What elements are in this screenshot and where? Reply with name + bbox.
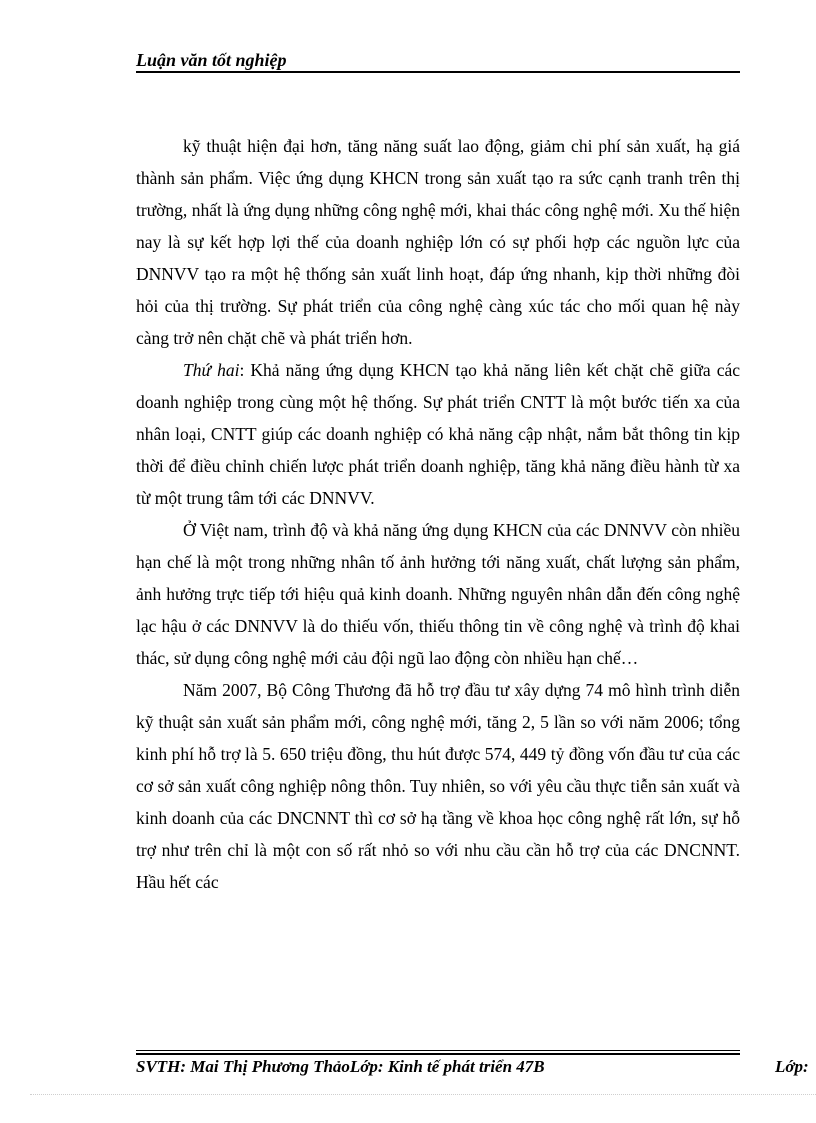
paragraph-1: kỹ thuật hiện đại hơn, tăng năng suất lao động, giảm chi phí sản xuất, hạ giá thành sản phẩm. Việc ứng dụng KHCN trong sản xuất tạo ra sức cạnh tranh trên thị trường, nhất là ứng dụng những công nghệ mới, khai thác công nghệ mới. Xu thế hiện nay là sự kết hợp lợi thế của doanh nghiệp lớn có sự phối hợp các nguồn lực của DNNVV tạo ra một hệ thống sản xuất linh hoạt, đáp ứng nhanh, kịp thời những đòi hỏi của thị trường. Sự phát triển của công nghệ càng xúc tác cho mối quan hệ này càng trở nên chặt chẽ và phát triển hơn.	[136, 136, 740, 348]
page-edge-divider	[30, 1094, 816, 1095]
paragraph-4: Năm 2007, Bộ Công Thương đã hỗ trợ đầu tư xây dựng 74 mô hình trình diễn kỹ thuật sản xuất sản phẩm mới, công nghệ mới, tăng 2, 5 lần so với năm 2006; tổng kinh phí hỗ trợ là 5. 650 triệu đồng, thu hút được 574, 449 tỷ đồng vốn đầu tư của các cơ sở sản xuất công nghiệp nông thôn. Tuy nhiên, so với yêu cầu thực tiễn sản xuất và kinh doanh của các DNCNNT thì cơ sở hạ tầng về khoa học công nghệ rất lớn, sự hỗ trợ như trên chỉ là một con số rất nhỏ so với nhu cầu cần hỗ trợ của các DNCNNT. Hầu hết các	[136, 680, 740, 892]
paragraph-2-label: Thứ hai	[183, 360, 240, 380]
footer-author-class: SVTH: Mai Thị Phương ThảoLớp: Kinh tế phát triển 47B	[136, 1057, 545, 1076]
footer-rule-top	[136, 1050, 740, 1051]
page-header	[136, 48, 740, 72]
header-rule	[136, 71, 740, 73]
header-title: Luận văn tốt nghiệp	[136, 50, 287, 70]
paragraph-2	[136, 354, 740, 514]
body-text	[136, 130, 740, 898]
paragraph-3: Ở Việt nam, trình độ và khả năng ứng dụng KHCN của các DNNVV còn nhiều hạn chế là một trong những nhân tố ảnh hưởng tới năng xuất, chất lượng sản phẩm, ảnh hưởng trực tiếp tới hiệu quả kinh doanh. Những nguyên nhân dẫn đến công nghệ lạc hậu ở các DNNVV là do thiếu vốn, thiếu thông tin về công nghệ và trình độ khai thác, sử dụng công nghệ mới cảu đội ngũ lao động còn nhiều hạn chế…	[136, 520, 740, 668]
paragraph-2-text: : Khả năng ứng dụng KHCN tạo khả năng liên kết chặt chẽ giữa các doanh nghiệp trong cùng một hệ thống. Sự phát triển CNTT là một bước tiến xa của nhân loại, CNTT giúp các doanh nghiệp có khả năng cập nhật, nắm bắt thông tin kịp thời để điều chỉnh chiến lược phát triển doanh nghiệp, tăng khả năng điều hành từ xa từ một trung tâm tới các DNNVV.	[136, 360, 740, 508]
footer-class-label: Lớp:	[775, 1057, 809, 1076]
